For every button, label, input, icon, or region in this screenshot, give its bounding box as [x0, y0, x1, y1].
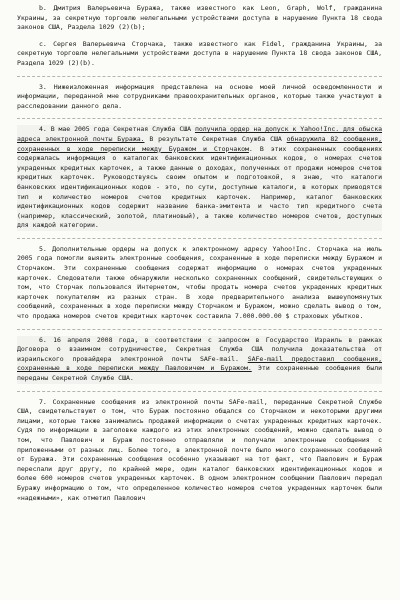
paragraph-4	[17, 125, 382, 231]
paragraph-5: 5. Дополнительные ордеры на допуск к электронному адресу Yahoo!Inc. Сторчака на июль 2005 года помогли выявить электронные сообщения, сохраненные в ходе переписки между Буражом и Сторчаком. Эти сохраненные сообщения содержат информацию о номерах счетов украденных карточек. Следователи также обнаружили несколько сохраненных сообщений, свидетельствующих о том, что Сторчак пользовался Интернетом, чтобы продать номера счетов украденных кредитных карточек покупателям из разных стран. В ходе предварительного анализа вышеупомянутых сообщений, сохраненных в ходе переписки между Сторчаком и Буражом, можно сделать вывод о том, что продажа номеров счетов кредитных карточек составила 7.000.000.00 $ страховых убытков.	[17, 244, 382, 321]
divider	[17, 76, 382, 77]
paragraph-4-underlined-1: получила ордер на допуск к Yahoo!Inc. для обыска адреса электронной почты Буража.	[17, 125, 382, 143]
paragraph-4-text-a: 4. В мае 2005 года Секретная Служба США	[39, 125, 195, 134]
paragraph-b: b. Дмитрия Валерьевича Буража, также известного как Leon, Graph, Wolf, гражданина Украины, за секретную торговлю нелегальными устройствами доступа в нарушение Пункта 18 свода законов США, Раздела 1029 (2)(b);	[17, 4, 382, 32]
paragraph-6-text-a: 6. 16 апреля 2008 года, в соответствии с запросом в Государство Израиль в рамках Договора о взаимном сотрудничестве, Секретная Служба США получила доказательства от израильского провайдера электронной почты SAFe-mail.	[17, 335, 382, 363]
divider	[17, 238, 382, 239]
divider	[17, 118, 382, 119]
paragraph-4-text-b: В результате Секретная Служба США	[144, 134, 287, 143]
paragraph-c: c. Сергея Валерьевича Сторчака, также известного как Fidel, гражданина Украины, за секретную торговлю нелегальными устройствами доступа в нарушение Пункта 18 свода законов США, Раздела 1029 (2)(b).	[17, 39, 382, 67]
paragraph-3: 3. Нижеизложенная информация представлена на основе моей личной осведомленности и информации, переданной мне сотрудниками правоохранительных органов, которые также участвуют в расследовании данного дела.	[17, 82, 382, 110]
divider	[17, 329, 382, 330]
paragraph-6-underlined: SAFe-mail предоставил сообщения, сохраненные в ходе переписки между Павловичем и Буражом.	[17, 354, 382, 373]
paragraph-6	[17, 336, 382, 384]
paragraph-4-text-c: . В этих сохраненных сообщениях содержалась информация о каталогах банковских идентификационных кодов, о номерах счетов украденных кредитных карточек, а также данные о доходах, полученных от продажи номеров счетов кредитных карточек. Руководствуясь своим опытом и подготовкой, я знаю, что каталоги банковских идентификационных кодов - это, по сути, доступные каталоги, в которых приводятся тип и количество номеров счетов кредитных карточек. Например, каталог банковских идентификационных кодов содержит название банка-эмитента и часто тип кредитного счета (например, классический, золотой, платиновый), а также количество номеров счетов, доступных для каждой категории.	[17, 144, 382, 230]
paragraph-7: 7. Сохраненные сообщения из электронной почты SAFe-mail, переданные Секретной Службе США, свидетельствуют о том, что Бураж постоянно общался со Сторчаком и некоторыми другими лицами, которые также занимались продажей информации о счетах украденных кредитных карточек. Судя по информации в заголовке каждого из этих электронных сообщений, можно сделать вывод о том, что Павлович и Бураж постоянно отправляли и получали электронные сообщения с приложенными от разных лиц. Более того, в электронной почте было много сохраненных сообщений от Буража. Эти сохраненные сообщения особенно указывают на тот факт, что Павлович и Бураж переслали друг другу, по крайней мере, один каталог банковских идентификационных кодов и более 600 номеров счетов украденных карточек. В одном электронном сообщении Павлович передал Буражу информацию о том, что определенное количество номеров счетов украденных карточек были «надежными», как отметил Павлович	[17, 397, 382, 502]
paragraph-6-text-b: Эти сохраненные сообщения были переданы Секретной Службе США.	[17, 364, 382, 382]
paragraph-4-underlined-2: обнаружила 82 сообщения, сохраненных в ходе переписки между Буражом и Сторчаком	[17, 134, 382, 153]
divider	[17, 391, 382, 392]
